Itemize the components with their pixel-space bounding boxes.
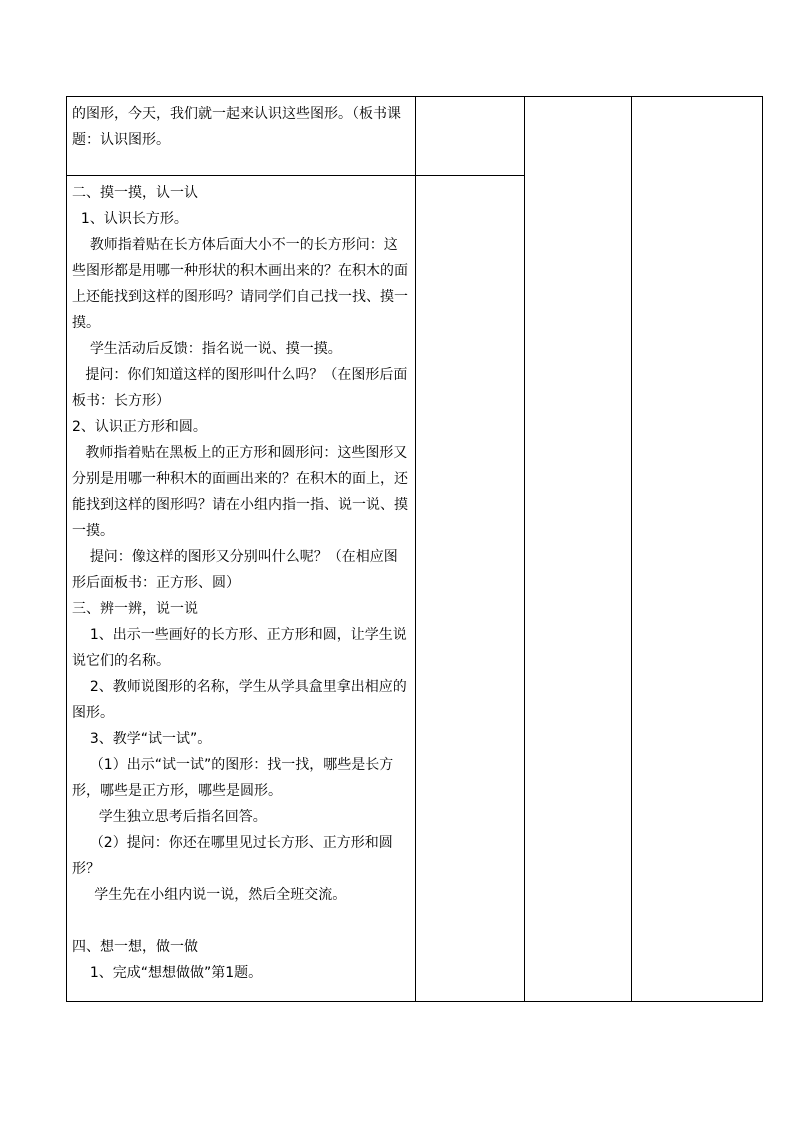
notes-cell: [416, 97, 525, 176]
paragraph: 提问：你们知道这样的图形叫什么吗？（在图形后面板书：长方形）: [72, 367, 408, 409]
row1-text: [67, 97, 415, 153]
paragraph: 学生活动后反馈：指名说一说、摸一摸。: [72, 341, 342, 357]
paragraph: 四、想一想，做一做: [72, 939, 198, 955]
row2-text: [67, 176, 415, 986]
paragraph: （2）提问：你还在哪里见过长方形、正方形和圆形？: [72, 835, 393, 877]
column-3-cell: [525, 97, 632, 1002]
paragraph: （1）出示“试一试”的图形：找一找，哪些是长方形，哪些是正方形，哪些是圆形。: [72, 757, 394, 799]
lesson-plan-table: [66, 96, 763, 1002]
paragraph: 1、完成“想想做做”第1题。: [72, 965, 263, 981]
paragraph: 三、辨一辨，说一说: [72, 601, 198, 617]
paragraph: 1、认识长方形。: [72, 211, 188, 227]
paragraph: 教师指着贴在黑板上的正方形和圆形问：这些图形又分别是用哪一种积木的面画出来的？在积木的面上，还能找到这样的图形吗？请在小组内指一指、说一说、摸一摸。: [72, 445, 408, 539]
paragraph: 2、教师说图形的名称，学生从学具盒里拿出相应的图形。: [72, 679, 407, 721]
paragraph: 3、教学“试一试”。: [72, 731, 212, 747]
paragraph: 二、摸一摸，认一认: [72, 185, 198, 201]
table-row: [67, 97, 763, 176]
content-cell: [67, 176, 416, 1002]
paragraph: 2、认识正方形和圆。: [72, 419, 207, 435]
notes-cell: [416, 176, 525, 1002]
paragraph: 提问：像这样的图形又分别叫什么呢？（在相应图形后面板书：正方形、圆）: [72, 549, 398, 591]
paragraph: [72, 908, 411, 934]
paragraph: 教师指着贴在长方体后面大小不一的长方形问：这些图形都是用哪一种形状的积木画出来的？在积木的面上还能找到这样的图形吗？请同学们自己找一找、摸一摸。: [72, 237, 408, 331]
paragraph: 学生先在小组内说一说，然后全班交流。: [72, 887, 347, 903]
paragraph: 1、出示一些画好的长方形、正方形和圆，让学生说说它们的名称。: [72, 627, 407, 669]
column-4-cell: [632, 97, 763, 1002]
content-cell: [67, 97, 416, 176]
paragraph: 的图形，今天，我们就一起来认识这些图形。（板书课题：认识图形。: [72, 106, 401, 148]
paragraph: 学生独立思考后指名回答。: [72, 809, 267, 825]
